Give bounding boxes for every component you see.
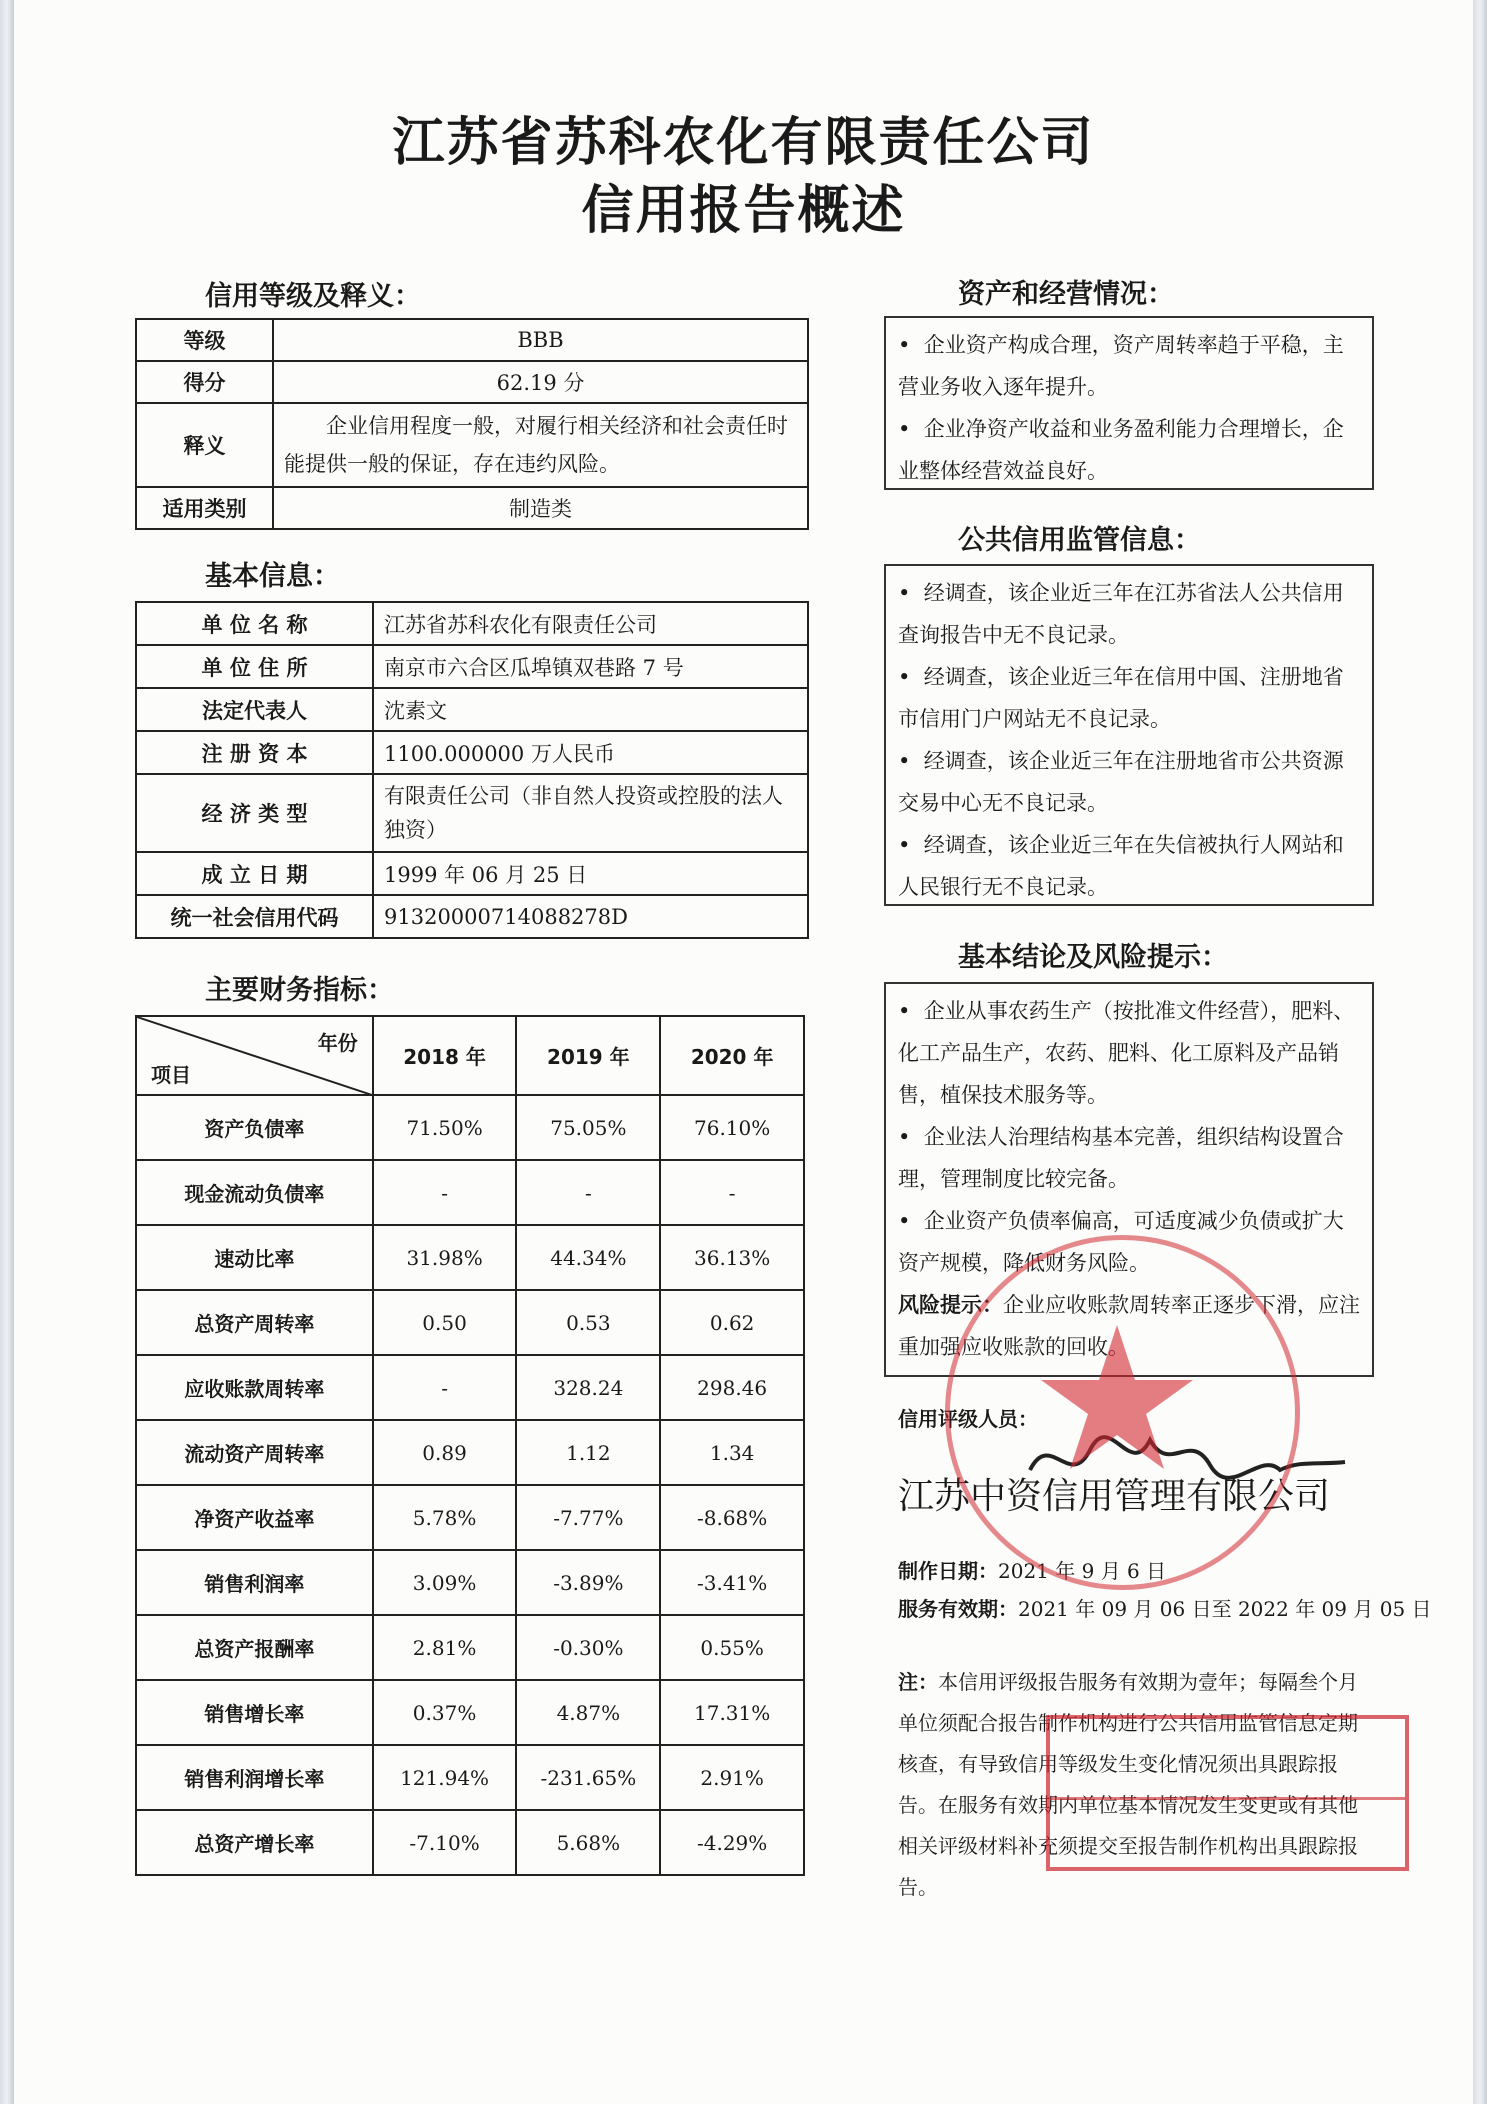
table-row xyxy=(136,688,808,731)
table-row xyxy=(136,1420,804,1485)
field-label: 单 位 住 所 xyxy=(136,645,373,688)
metric-value: 5.78% xyxy=(373,1485,517,1550)
table-row xyxy=(136,1355,804,1420)
assets-box xyxy=(884,316,1374,490)
score-label: 得分 xyxy=(136,361,273,403)
metric-value: 36.13% xyxy=(660,1225,804,1290)
metric-name: 销售利润率 xyxy=(136,1550,373,1615)
list-item: • 经调查，该企业近三年在信用中国、注册地省市信用门户网站无不良记录。 xyxy=(898,665,1344,731)
metric-name: 总资产周转率 xyxy=(136,1290,373,1355)
metric-value: 328.24 xyxy=(516,1355,660,1420)
metric-value: -3.89% xyxy=(516,1550,660,1615)
table-row xyxy=(136,1095,804,1160)
score-value: 62.19 分 xyxy=(273,361,808,403)
table-row xyxy=(136,1290,804,1355)
list-item: • 企业资产负债率偏高，可适度减少负债或扩大资产规模，降低财务风险。 xyxy=(898,1209,1344,1275)
credit-code: 91320000714088278D xyxy=(373,895,808,938)
field-label: 成 立 日 期 xyxy=(136,852,373,895)
metric-name: 销售增长率 xyxy=(136,1680,373,1745)
year-header: 2018 年 xyxy=(373,1016,517,1095)
metric-value: 75.05% xyxy=(516,1095,660,1160)
metric-value: 76.10% xyxy=(660,1095,804,1160)
metric-value: -4.29% xyxy=(660,1810,804,1875)
field-label: 经 济 类 型 xyxy=(136,774,373,852)
metric-value: 1.12 xyxy=(516,1420,660,1485)
table-row xyxy=(136,774,808,852)
year-header: 2019 年 xyxy=(516,1016,660,1095)
rating-grade: BBB xyxy=(273,319,808,361)
field-label: 单 位 名 称 xyxy=(136,602,373,645)
table-row xyxy=(136,1160,804,1225)
company-seal xyxy=(945,1235,1300,1590)
metric-name: 速动比率 xyxy=(136,1225,373,1290)
metric-value: -0.30% xyxy=(516,1615,660,1680)
company-name: 江苏省苏科农化有限责任公司 xyxy=(373,602,808,645)
left-binder-edge xyxy=(0,0,14,2104)
seal-star-icon xyxy=(950,1240,1285,1575)
conclusion-heading: 基本结论及风险提示： xyxy=(958,942,1228,973)
meaning-value: 企业信用程度一般，对履行相关经济和社会责任时能提供一般的保证，存在违约风险。 xyxy=(273,403,808,487)
corner-cell xyxy=(136,1016,373,1095)
metric-name: 流动资产周转率 xyxy=(136,1420,373,1485)
legal-representative: 沈素文 xyxy=(373,688,808,731)
metric-value: 1.34 xyxy=(660,1420,804,1485)
table-row xyxy=(136,852,808,895)
rating-label: 等级 xyxy=(136,319,273,361)
report-title: 信用报告概述 xyxy=(581,181,906,241)
list-item: • 企业法人治理结构基本完善，组织结构设置合理，管理制度比较完备。 xyxy=(898,1125,1344,1191)
rating-heading: 信用等级及释义： xyxy=(205,281,421,312)
basic-table xyxy=(135,601,809,939)
assets-heading: 资产和经营情况： xyxy=(958,279,1174,310)
metric-value: 3.09% xyxy=(373,1550,517,1615)
list-item: • 经调查，该企业近三年在注册地省市公共资源交易中心无不良记录。 xyxy=(898,749,1344,815)
basic-heading: 基本信息： xyxy=(205,561,340,592)
field-label: 统一社会信用代码 xyxy=(136,895,373,938)
field-label: 注 册 资 本 xyxy=(136,731,373,774)
table-row xyxy=(136,1485,804,1550)
public-box xyxy=(884,564,1374,906)
company-address: 南京市六合区瓜埠镇双巷路 7 号 xyxy=(373,645,808,688)
metric-value: - xyxy=(660,1160,804,1225)
metric-name: 销售利润增长率 xyxy=(136,1745,373,1810)
metric-name: 资产负债率 xyxy=(136,1095,373,1160)
rating-table xyxy=(135,318,809,530)
metric-value: - xyxy=(373,1160,517,1225)
table-row xyxy=(136,1810,804,1875)
metric-value: 0.89 xyxy=(373,1420,517,1485)
metric-value: 121.94% xyxy=(373,1745,517,1810)
category-label: 适用类别 xyxy=(136,487,273,529)
list-item: • 企业净资产收益和业务盈利能力合理增长，企业整体经营效益良好。 xyxy=(898,417,1344,483)
metric-value: 31.98% xyxy=(373,1225,517,1290)
metric-name: 总资产报酬率 xyxy=(136,1615,373,1680)
corner-year-label: 年份 xyxy=(317,1031,358,1055)
metric-value: 298.46 xyxy=(660,1355,804,1420)
validity-period: 服务有效期：2021 年 09 月 06 日至 2022 年 09 月 05 日 xyxy=(898,1597,1432,1621)
metric-value: -231.65% xyxy=(516,1745,660,1810)
table-row xyxy=(136,645,808,688)
agency-name: 江苏中资信用管理有限公司 xyxy=(898,1476,1331,1517)
list-item: • 企业从事农药生产（按批准文件经营），肥料、化工产品生产，农药、肥料、化工原料及产品销售，植保技术服务等。 xyxy=(898,999,1355,1107)
metric-value: 17.31% xyxy=(660,1680,804,1745)
meaning-label: 释义 xyxy=(136,403,273,487)
company-title: 江苏省苏科农化有限责任公司 xyxy=(392,113,1095,173)
table-row xyxy=(136,1225,804,1290)
field-label: 法定代表人 xyxy=(136,688,373,731)
founding-date: 1999 年 06 月 25 日 xyxy=(373,852,808,895)
table-row xyxy=(136,1016,804,1095)
table-row xyxy=(136,602,808,645)
list-item: • 经调查，该企业近三年在失信被执行人网站和人民银行无不良记录。 xyxy=(898,833,1344,899)
metric-value: 0.53 xyxy=(516,1290,660,1355)
table-row xyxy=(136,1615,804,1680)
finance-table xyxy=(135,1015,805,1876)
table-row xyxy=(136,1745,804,1810)
production-date: 制作日期：2021 年 9 月 6 日 xyxy=(898,1559,1167,1583)
list-item: • 经调查，该企业近三年在江苏省法人公共信用查询报告中无不良记录。 xyxy=(898,581,1344,647)
corner-item-label: 项目 xyxy=(151,1063,191,1087)
metric-value: 0.37% xyxy=(373,1680,517,1745)
category-value: 制造类 xyxy=(273,487,808,529)
table-row xyxy=(136,895,808,938)
table-row xyxy=(136,731,808,774)
registered-capital: 1100.000000 万人民币 xyxy=(373,731,808,774)
metric-name: 现金流动负债率 xyxy=(136,1160,373,1225)
metric-value: -8.68% xyxy=(660,1485,804,1550)
right-binder-edge xyxy=(1473,0,1487,2104)
rater-label: 信用评级人员： xyxy=(898,1407,1038,1431)
table-row xyxy=(136,403,808,487)
metric-value: 0.55% xyxy=(660,1615,804,1680)
metric-value: 4.87% xyxy=(516,1680,660,1745)
filing-stamp xyxy=(1046,1715,1409,1871)
metric-value: 2.91% xyxy=(660,1745,804,1810)
metric-value: - xyxy=(373,1355,517,1420)
table-row xyxy=(136,487,808,529)
metric-value: 2.81% xyxy=(373,1615,517,1680)
table-row xyxy=(136,361,808,403)
finance-heading: 主要财务指标： xyxy=(205,975,394,1006)
metric-value: -3.41% xyxy=(660,1550,804,1615)
footnote: 注：本信用评级报告服务有效期为壹年；每隔叁个月单位须配合报告制作机构进行公共信用监管信息定期核查，有导致信用等级发生变化情况须出具跟踪报告。在服务有效期内单位基本情况发生变更或有其他相关评级材料补充须提交至报告制作机构出具跟踪报告。 xyxy=(898,1670,1358,1899)
year-header: 2020 年 xyxy=(660,1016,804,1095)
metric-value: 44.34% xyxy=(516,1225,660,1290)
table-row xyxy=(136,1680,804,1745)
table-row xyxy=(136,319,808,361)
metric-value: -7.10% xyxy=(373,1810,517,1875)
metric-name: 总资产增长率 xyxy=(136,1810,373,1875)
public-heading: 公共信用监管信息： xyxy=(958,525,1201,556)
metric-value: -7.77% xyxy=(516,1485,660,1550)
list-item: • 企业资产构成合理，资产周转率趋于平稳，主营业务收入逐年提升。 xyxy=(898,333,1344,399)
metric-value: - xyxy=(516,1160,660,1225)
table-row xyxy=(136,1550,804,1615)
economic-type: 有限责任公司（非自然人投资或控股的法人独资） xyxy=(373,774,808,852)
metric-name: 净资产收益率 xyxy=(136,1485,373,1550)
metric-value: 71.50% xyxy=(373,1095,517,1160)
metric-name: 应收账款周转率 xyxy=(136,1355,373,1420)
metric-value: 0.62 xyxy=(660,1290,804,1355)
risk-note: 风险提示：企业应收账款周转率正逐步下滑，应注重加强应收账款的回收。 xyxy=(898,1293,1360,1359)
metric-value: 5.68% xyxy=(516,1810,660,1875)
metric-value: 0.50 xyxy=(373,1290,517,1355)
